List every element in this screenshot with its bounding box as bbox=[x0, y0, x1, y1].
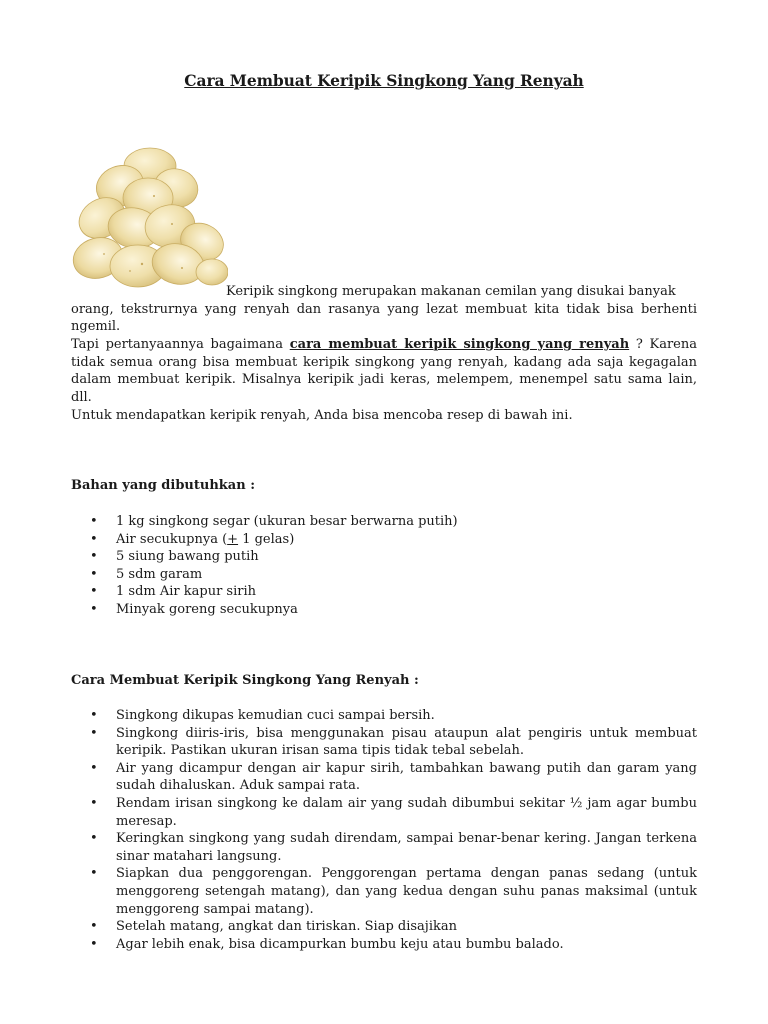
question-paragraph bbox=[71, 336, 697, 406]
list-item: • Agar lebih enak, bisa dicampurkan bumbu keju atau bumbu balado. bbox=[90, 936, 564, 952]
bullet-icon: • bbox=[90, 866, 98, 882]
steps-list bbox=[71, 707, 697, 953]
list-item: • 5 siung bawang putih bbox=[90, 549, 259, 565]
recipe-intro-paragraph: Untuk mendapatkan keripik renyah, Anda bisa mencoba resep di bawah ini. bbox=[71, 408, 573, 423]
bullet-icon: • bbox=[90, 601, 98, 617]
bullet-icon: • bbox=[90, 514, 98, 529]
cassava-chips-image bbox=[72, 146, 228, 294]
bullet-icon: • bbox=[90, 549, 98, 565]
recipe-link[interactable]: cara membuat keripik singkong yang renyah bbox=[289, 337, 630, 352]
bullet-icon: • bbox=[90, 708, 98, 723]
ingredients-heading: Bahan yang dibutuhkan : bbox=[71, 478, 255, 493]
list-item: • 1 sdm Air kapur sirih bbox=[90, 584, 256, 600]
list-item: • Minyak goreng secukupnya bbox=[90, 601, 298, 617]
list-item: • Rendam irisan singkong ke dalam air yang sudah dibumbui sekitar ½ jam agar bumbu meresap. bbox=[90, 795, 697, 829]
bullet-icon: • bbox=[90, 566, 98, 582]
intro-rest: orang, tekstrurnya yang renyah dan rasanya yang lezat membuat kita tidak bisa berhenti ngemil. bbox=[71, 301, 697, 335]
bullet-icon: • bbox=[90, 725, 98, 741]
bullet-icon: • bbox=[90, 936, 98, 952]
intro-paragraph bbox=[71, 283, 697, 336]
intro-first-line: Keripik singkong merupakan makanan cemilan yang disukai banyak bbox=[226, 284, 676, 299]
ingredients-list bbox=[71, 513, 697, 619]
bullet-icon: • bbox=[90, 795, 98, 811]
bullet-icon: • bbox=[90, 584, 98, 600]
list-item: • Air secukupnya (+ 1 gelas) bbox=[90, 531, 295, 547]
steps-heading: Cara Membuat Keripik Singkong Yang Renyah : bbox=[71, 673, 419, 688]
bullet-icon: • bbox=[90, 831, 98, 847]
question-before: Tapi pertanyaannya bagaimana bbox=[71, 337, 290, 352]
bullet-icon: • bbox=[90, 919, 98, 935]
list-item: • 5 sdm garam bbox=[90, 566, 203, 582]
bullet-icon: • bbox=[90, 531, 98, 547]
question-after: ? Karena tidak semua orang bisa membuat keripik singkong yang renyah, kadang ada saja kegagalan dalam membuat keripik. Misalnya keripik jadi keras, melempem, menempel satu sama lain, dll. bbox=[71, 337, 697, 405]
page-title: Cara Membuat Keripik Singkong Yang Renyah bbox=[184, 71, 584, 90]
list-item: • Keringkan singkong yang sudah direndam, sampai benar-benar kering. Jangan terkena sinar matahari langsung. bbox=[90, 831, 697, 864]
list-item: • Singkong diiris-iris, bisa menggunakan pisau ataupun alat pengiris untuk membuat keripik. Pastikan ukuran irisan sama tipis tidak tebal sebelah. bbox=[90, 725, 697, 759]
bullet-icon: • bbox=[90, 760, 98, 776]
list-item: • Air yang dicampur dengan air kapur sirih, tambahkan bawang putih dan garam yang sudah dihaluskan. Aduk sampai rata. bbox=[90, 760, 697, 794]
list-item: • Singkong dikupas kemudian cuci sampai bersih. bbox=[90, 708, 435, 723]
list-item: • 1 kg singkong segar (ukuran besar berwarna putih) bbox=[90, 514, 458, 529]
plus-minus-sign: + bbox=[227, 531, 239, 547]
list-item: • Siapkan dua penggorengan. Penggorengan pertama dengan panas sedang (untuk menggoreng setengah matang), dan yang kedua dengan suhu panas maksimal (untuk menggoreng sampai matang). bbox=[90, 866, 697, 917]
list-item: • Setelah matang, angkat dan tiriskan. Siap disajikan bbox=[90, 919, 457, 935]
